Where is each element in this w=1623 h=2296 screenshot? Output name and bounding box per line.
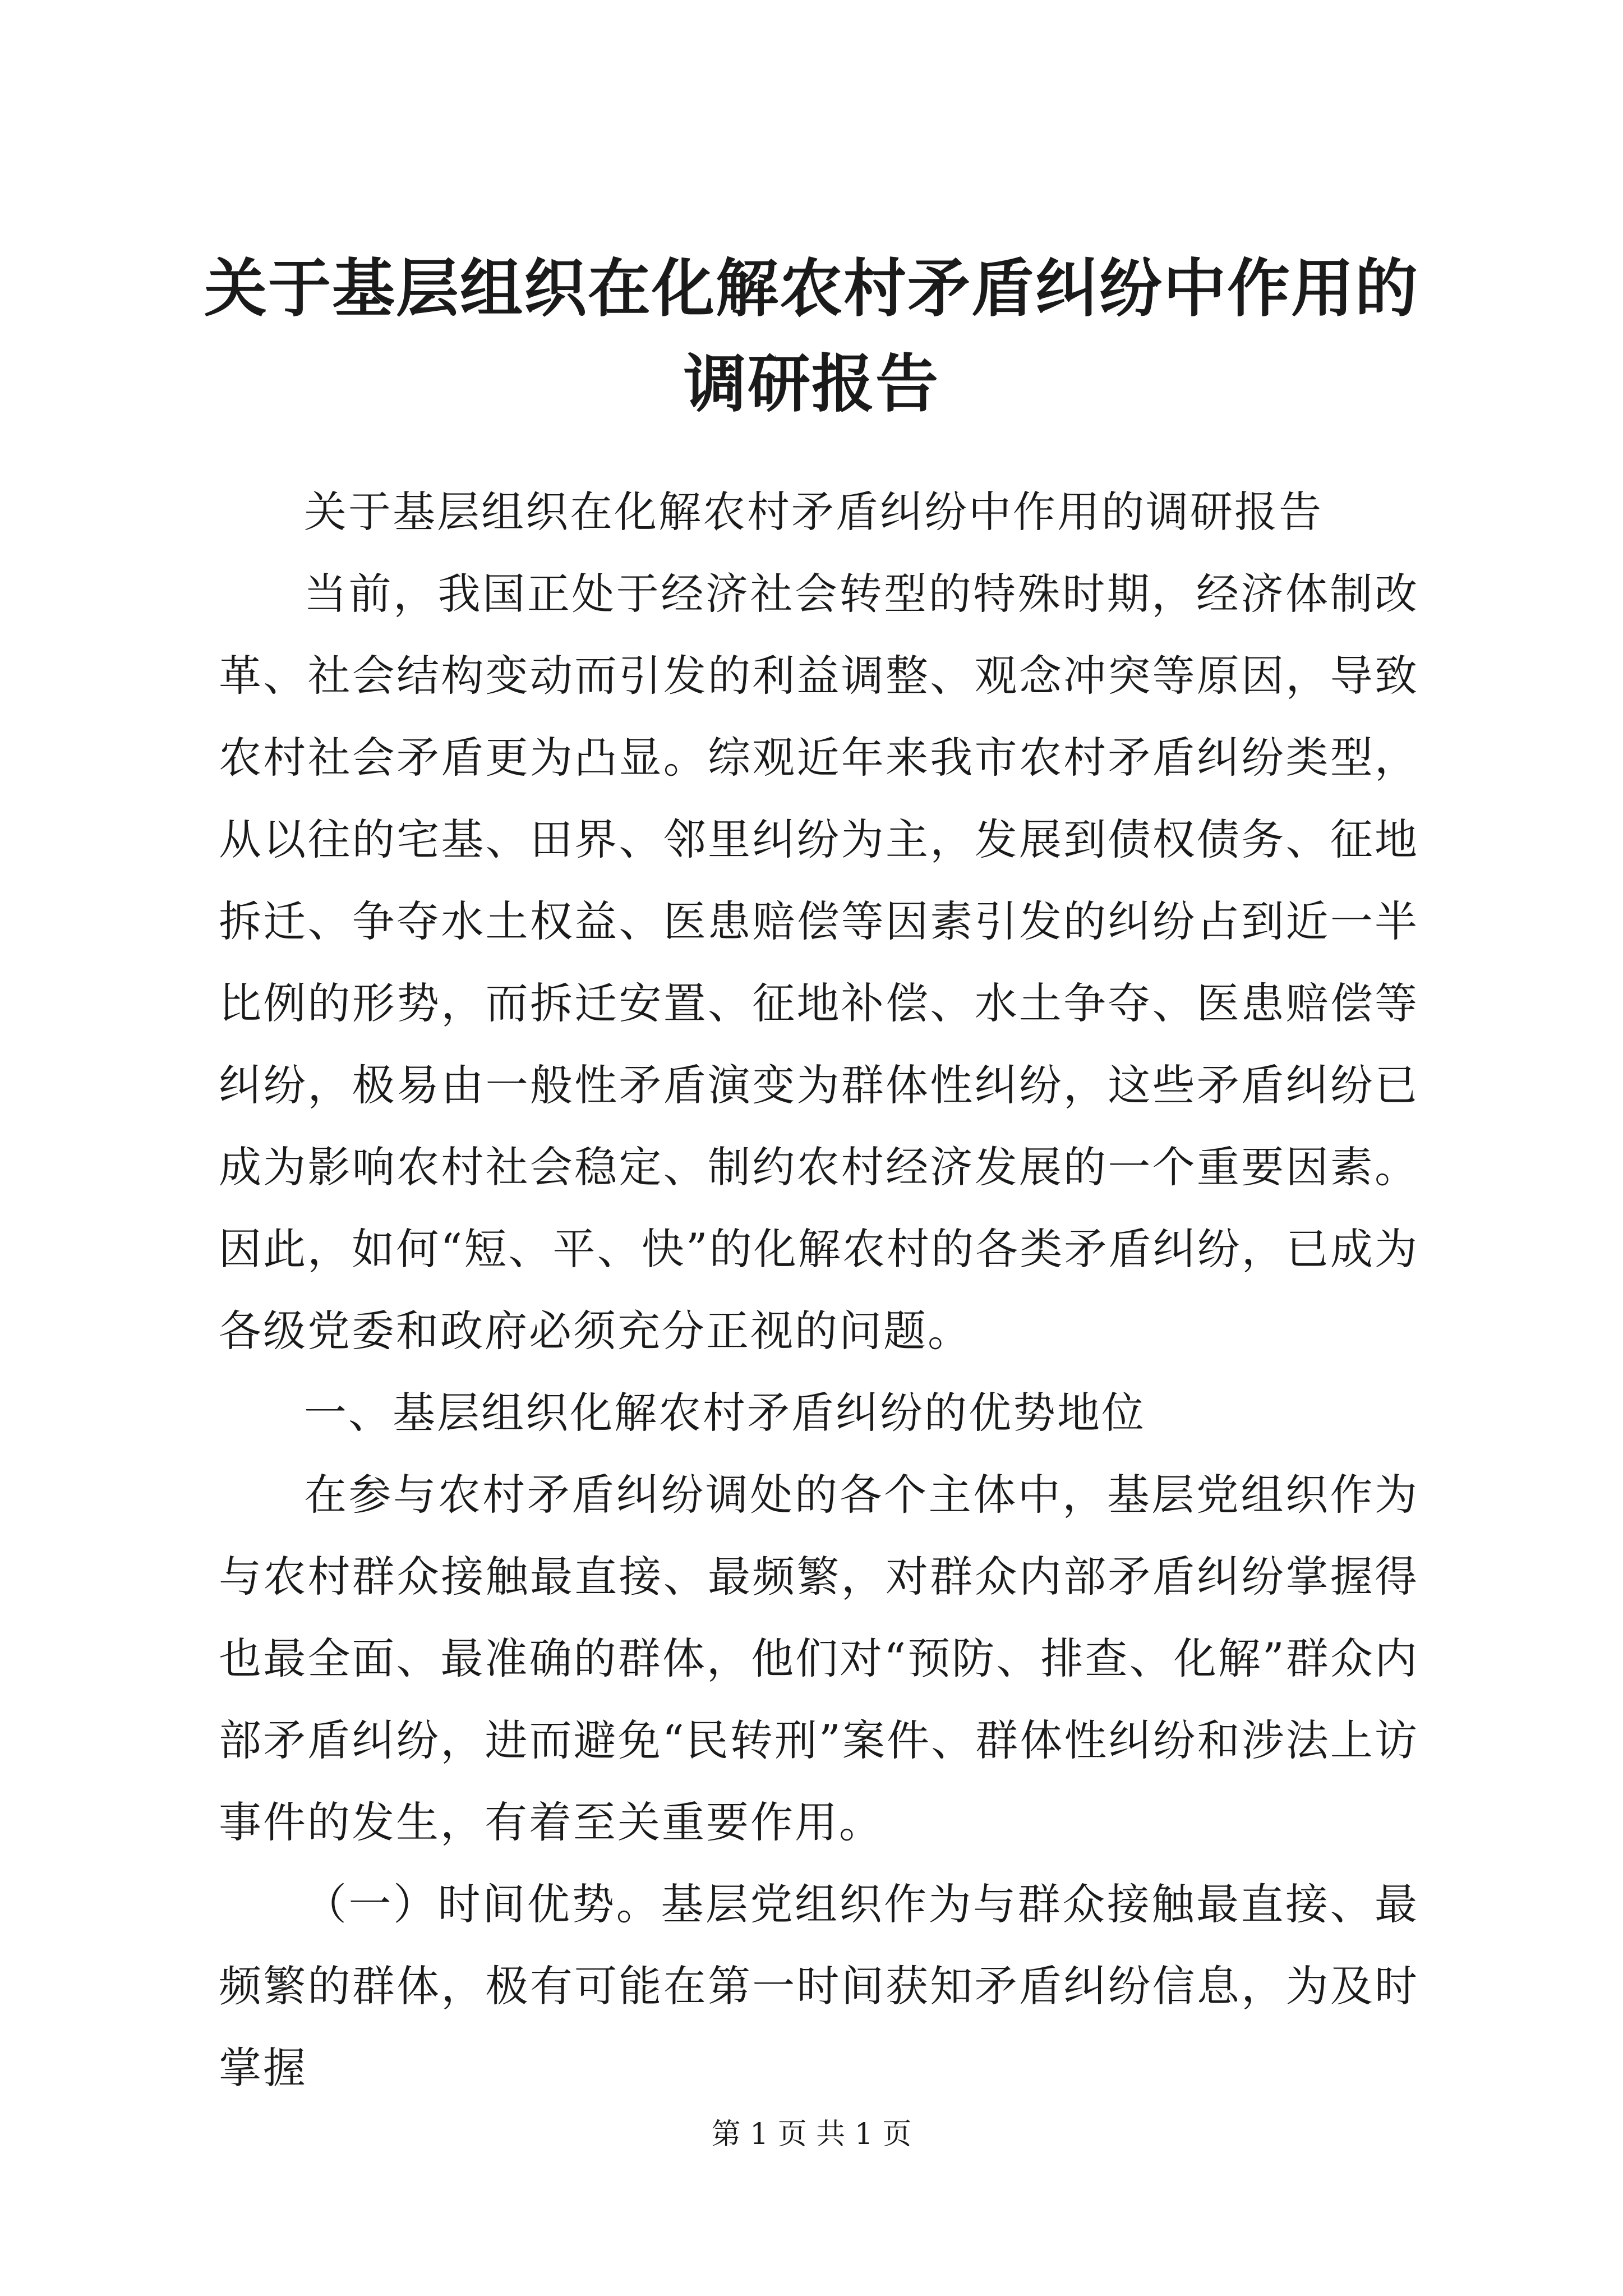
subsection-paragraph: （一）时间优势。基层党组织作为与群众接触最直接、最频繁的群体，极有可能在第一时间获知矛盾纠纷信息，为及时掌握 bbox=[219, 1879, 1419, 2093]
subtitle-paragraph: 关于基层组织在化解农村矛盾纠纷中作用的调研报告 bbox=[304, 487, 1323, 537]
section-heading: 一、基层组织化解农村矛盾纠纷的优势地位 bbox=[304, 1388, 1146, 1438]
page-footer: 第 1 页 共 1 页 bbox=[711, 2118, 912, 2151]
section-paragraph: 在参与农村矛盾纠纷调处的各个主体中，基层党组织作为与农村群众接触最直接、最频繁，对群众内部矛盾纠纷掌握得也最全面、最准确的群体，他们对“预防、排查、化解”群众内部矛盾纠纷，进而避免“民转刑”案件、群体性纠纷和涉法上访事件的发生，有着至关重要作用。 bbox=[219, 1470, 1419, 1847]
document-body bbox=[219, 471, 1419, 2109]
document-title: 关于基层组织在化解农村矛盾纠纷中作用的调研报告 bbox=[204, 252, 1419, 421]
intro-paragraph: 当前，我国正处于经济社会转型的特殊时期，经济体制改革、社会结构变动而引发的利益调整、观念冲突等原因，导致农村社会矛盾更为凸显。综观近年来我市农村矛盾纠纷类型，从以往的宅基、田界、邻里纠纷为主，发展到债权债务、征地拆迁、争夺水土权益、医患赔偿等因素引发的纠纷占到近一半比例的形势，而拆迁安置、征地补偿、水土争夺、医患赔偿等纠纷，极易由一般性矛盾演变为群体性纠纷，这些矛盾纠纷已成为影响农村社会稳定、制约农村经济发展的一个重要因素。因此，如何“短、平、快”的化解农村的各类矛盾纠纷，已成为各级党委和政府必须充分正视的问题。 bbox=[219, 569, 1419, 1356]
